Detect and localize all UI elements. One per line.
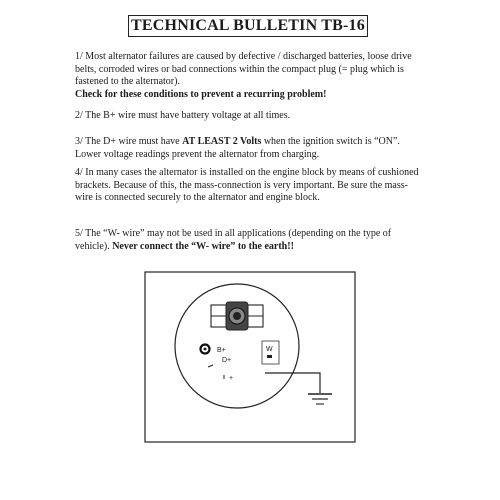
paragraph-3-post: when the ignition switch is “ON”. Lower voltage readings prevent the alternator from charging. (75, 136, 400, 160)
paragraph-3-pre: 3/ The D+ wire must have (75, 136, 183, 147)
regulator-plug (211, 302, 263, 330)
d-plus-label: D+ (222, 357, 232, 364)
ground-symbol-icon (308, 394, 332, 404)
paragraph-1-warning: Check for these conditions to prevent a recurring problem! (75, 88, 327, 100)
b-plus-label: B+ (217, 347, 226, 354)
d-plus-terminal-mark (208, 365, 213, 367)
paragraph-5-bold: Never connect the “W- wire” to the earth!! (112, 240, 294, 252)
mass-wire (265, 373, 320, 393)
paragraph-1-text: 1/ Most alternator failures are caused by defective / discharged batteries, loose drive belts, corroded wires or bad connections within the compact plug (= plug which is fastened to the alternator). (75, 51, 412, 87)
bulletin-title: TECHNICAL BULLETIN TB-16 (131, 17, 365, 34)
w-terminal-icon (267, 355, 272, 358)
w-label: W (266, 346, 273, 353)
b-plus-terminal-dot (204, 348, 207, 351)
paragraph-3-bold: AT LEAST 2 Volts (182, 136, 262, 147)
paragraph-5-pre: 5/ The “W- wire” may not be used in all applications (depending on the type of vehicle). (75, 228, 392, 252)
plus-mark: + (229, 375, 234, 382)
paragraph-4-text: 4/ In many cases the alternator is installed on the engine block by means of cushioned brackets. Because of this, the mass-connection is very important. Be sure the mass-wire is connected securely to the alternator and engine block. (75, 167, 419, 203)
paragraph-2-text: 2/ The B+ wire must have battery voltage at all times. (75, 110, 291, 121)
